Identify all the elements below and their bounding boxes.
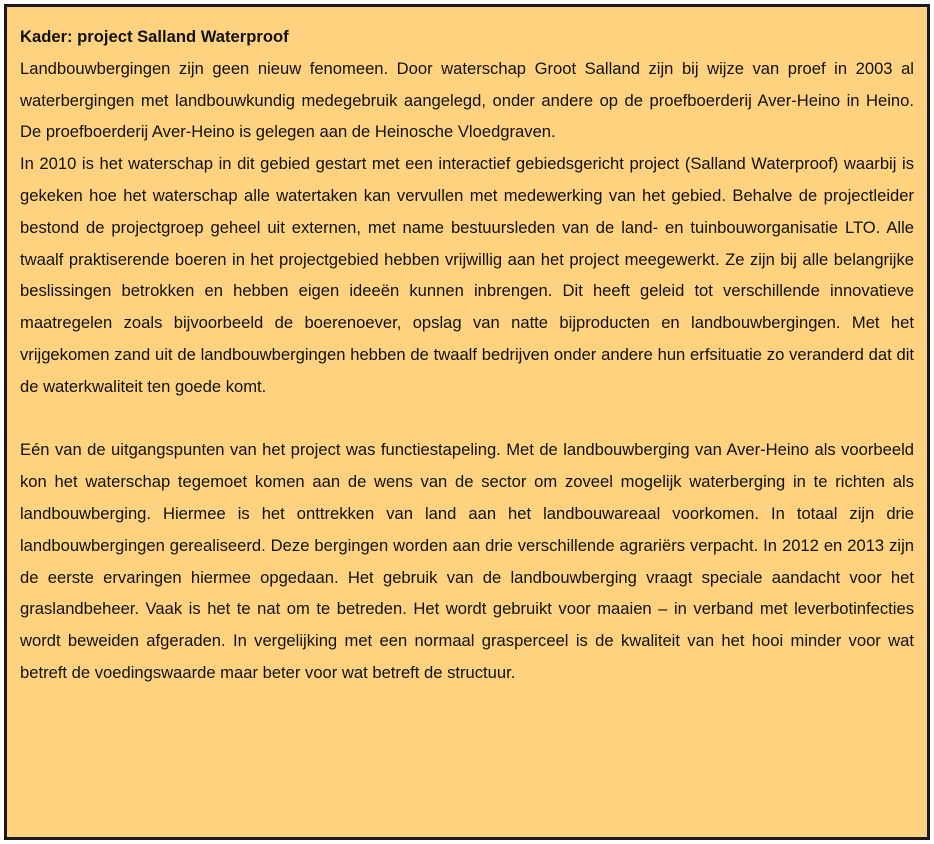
paragraph-intro: Landbouwbergingen zijn geen nieuw fenomeen. Door waterschap Groot Salland zijn bij wijze van proef in 2003 al waterbergingen met landbouwkundig medegebruik aangelegd, onder andere op de proefboerderij Aver-Heino in Heino. De proefboerderij Aver-Heino is gelegen aan de Heinosche Vloedgraven. [20, 58, 914, 142]
kader-title: Kader: project Salland Waterproof [20, 27, 289, 46]
paragraph-functiestapeling: Eén van de uitgangspunten van het project was functiestapeling. Met de landbouwberging van Aver-Heino als voorbeeld kon het waterschap tegemoet komen aan de wens van de sector om zoveel mogelijk waterberging in te richten als landbouwberging. Hiermee is het onttrekken van land aan het landbouwareaal voorkomen. In totaal zijn drie landbouwbergingen gerealiseerd. Deze bergingen worden aan drie verschillende agrariërs verpacht. In 2012 en 2013 zijn de eerste ervaringen hiermee opgedaan. Het gebruik van de landbouwberging vraagt speciale aandacht voor het graslandbeheer. Vaak is het te nat om te betreden. Het wordt gebruikt voor maaien – in verband met leverbotinfecties wordt beweiden afgeraden. In vergelijking met een normaal grasperceel is de kwaliteit van het hooi minder voor wat betreft de voedingswaarde maar beter voor wat betreft de structuur. [20, 440, 914, 682]
paragraph-spacer [20, 403, 914, 435]
kader-box [4, 4, 930, 840]
paragraph-project: In 2010 is het waterschap in dit gebied gestart met een interactief gebiedsgericht project (Salland Waterproof) waarbij is gekeken hoe het waterschap alle watertaken kan vervullen met medewerking van het gebied. Behalve de projectleider bestond de projectgroep geheel uit externen, met name bestuursleden van de land- en tuinbouworganisatie LTO. Alle twaalf praktiserende boeren in het projectgebied hebben vrijwillig aan het project meegewerkt. Ze zijn bij alle belangrijke beslissingen betrokken en hebben eigen ideeën kunnen inbrengen. Dit heeft geleid tot verschillende innovatieve maatregelen zoals bijvoorbeeld de boerenoever, opslag van natte bijproducten en landbouwbergingen. Met het vrijgekomen zand uit de landbouwbergingen hebben de twaalf bedrijven onder andere hun erfsituatie zo veranderd dat dit de waterkwaliteit ten goede komt. [20, 154, 914, 396]
